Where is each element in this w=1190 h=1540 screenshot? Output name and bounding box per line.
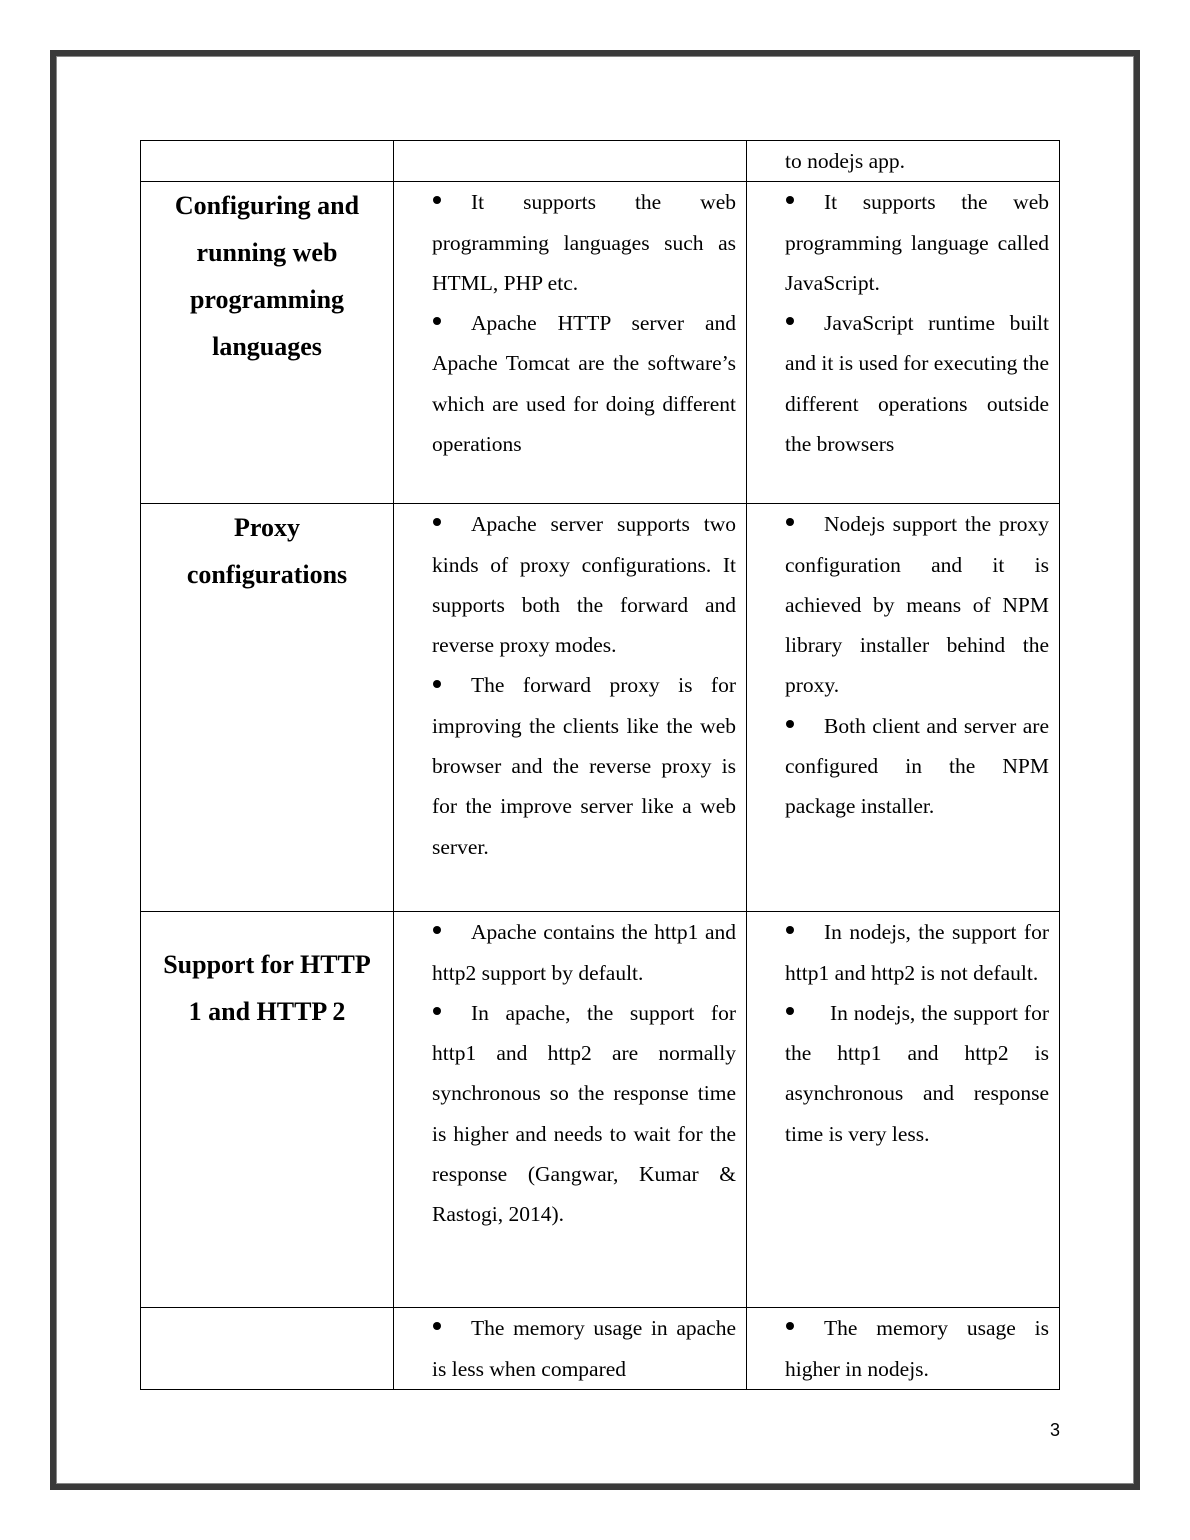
list-item: The memory usage in apache is less when compared <box>432 1316 736 1381</box>
list-item: The forward proxy is for improving the clients like the web browser and the reverse proxy is for the improve server like a web server. <box>432 673 736 859</box>
table-row <box>141 504 1060 912</box>
category-heading: Support for HTTP 1 and HTTP 2 <box>163 950 371 1027</box>
bullet-icon <box>786 317 794 325</box>
apache-cell <box>394 1308 747 1390</box>
apache-cell <box>394 141 747 182</box>
page-number: 3 <box>1049 1420 1060 1440</box>
category-cell <box>141 1308 394 1390</box>
nodejs-cell <box>747 912 1060 1308</box>
bullet-icon <box>433 518 441 526</box>
list-item: Nodejs support the proxy configuration and it is achieved by means of NPM library installer behind the proxy. <box>785 512 1049 698</box>
list-item: Apache HTTP server and Apache Tomcat are the software’s which are used for doing different operations <box>432 311 736 457</box>
apache-cell <box>394 504 747 912</box>
list-item: It supports the web programming language called JavaScript. <box>785 190 1049 295</box>
nodejs-cell <box>747 141 1060 182</box>
bullet-icon <box>786 720 794 728</box>
table-row <box>141 182 1060 504</box>
nodejs-cell <box>747 1308 1060 1390</box>
apache-cell <box>394 182 747 504</box>
bullet-icon <box>433 926 441 934</box>
bullet-icon <box>786 1322 794 1330</box>
category-cell <box>141 141 394 182</box>
list-item: The memory usage is higher in nodejs. <box>785 1316 1049 1381</box>
nodejs-cell <box>747 182 1060 504</box>
list-item: In apache, the support for http1 and http2 are normally synchronous so the response time is higher and needs to wait for the response (Gangwar, Kumar & Rastogi, 2014). <box>432 1000 736 1227</box>
bullet-icon <box>433 680 441 688</box>
category-heading: Configuring and running web programming languages <box>174 191 360 362</box>
apache-cell <box>394 912 747 1308</box>
category-cell <box>141 504 394 912</box>
bullet-icon <box>786 926 794 934</box>
table-row <box>141 1308 1060 1390</box>
comparison-table <box>140 140 1060 1390</box>
bullet-icon <box>786 196 794 204</box>
bullet-icon <box>786 518 794 526</box>
list-item: It supports the web programming languages such as HTML, PHP etc. <box>432 190 736 295</box>
bullet-icon <box>786 1007 794 1015</box>
category-cell <box>141 182 394 504</box>
list-item: Apache server supports two kinds of proxy configurations. It supports both the forward and reverse proxy modes. <box>432 512 736 658</box>
category-heading: Proxy configurations <box>186 513 348 590</box>
nodejs-cell <box>747 504 1060 912</box>
table-row <box>141 912 1060 1308</box>
list-item: Both client and server are configured in the NPM package installer. <box>785 713 1049 819</box>
bullet-icon <box>433 196 441 204</box>
list-item: Apache contains the http1 and http2 support by default. <box>432 920 736 985</box>
bullet-icon <box>433 1322 441 1330</box>
category-cell <box>141 912 394 1308</box>
list-item: In nodejs, the support for http1 and http2 is not default. <box>785 920 1049 985</box>
nodejs-continuation-text: to nodejs app. <box>785 149 906 173</box>
bullet-icon <box>433 317 441 325</box>
list-item: JavaScript runtime built and it is used for executing the different operations outside the browsers <box>785 311 1049 457</box>
table-row <box>141 141 1060 182</box>
list-item: In nodejs, the support for the http1 and http2 is asynchronous and response time is very less. <box>785 1000 1049 1146</box>
bullet-icon <box>433 1007 441 1015</box>
